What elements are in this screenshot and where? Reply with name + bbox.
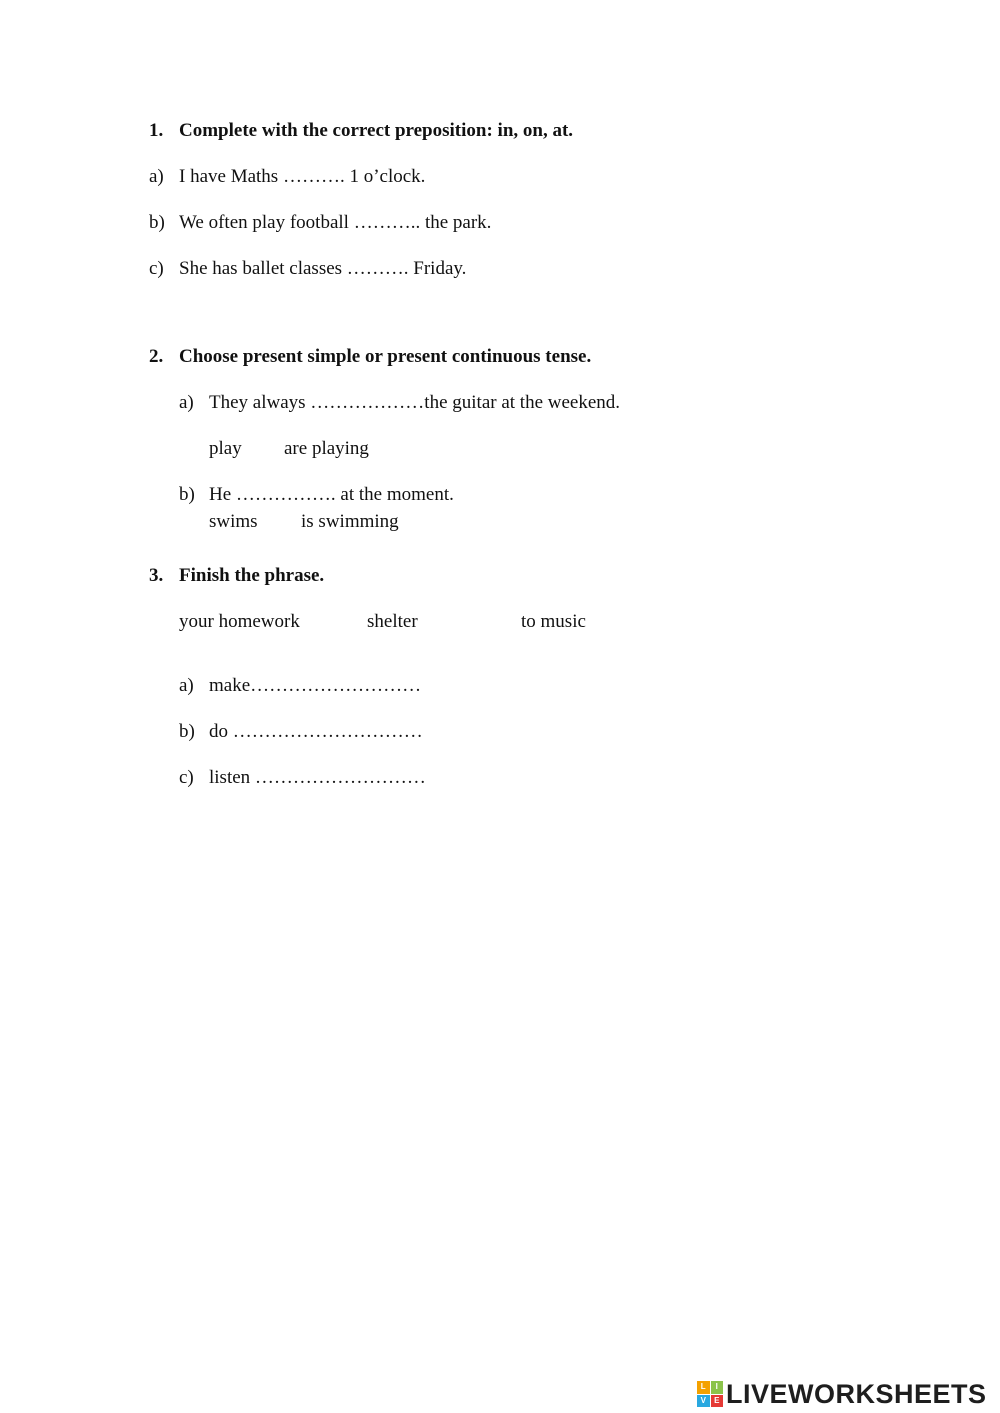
section2-item-b-text[interactable]: He ……………. at the moment.	[209, 484, 454, 505]
section2-item-a-letter: a)	[179, 392, 194, 413]
section3-item-b-text[interactable]: do …………………………	[209, 721, 423, 742]
section2-item-a-text[interactable]: They always ………………the guitar at the weekend.	[209, 392, 621, 413]
section1-item-b-letter: b)	[149, 212, 165, 233]
section3-item-c-text[interactable]: listen ………………………	[209, 767, 426, 788]
section1-item-a-text[interactable]: I have Maths ………. 1 o’clock.	[179, 166, 426, 187]
section3-item-a-letter: a)	[179, 675, 194, 696]
section1-number: 1.	[149, 120, 164, 141]
section2-item-a-option-2[interactable]: are playing	[284, 438, 369, 459]
logo-mark-tile-3: V	[697, 1395, 710, 1408]
liveworksheets-logo-text: LIVEWORKSHEETS	[726, 1378, 987, 1409]
section2-item-b-option-2[interactable]: is swimming	[301, 511, 399, 532]
word-bank-item-3[interactable]: to music	[521, 611, 586, 632]
word-bank-item-1[interactable]: your homework	[179, 611, 300, 632]
logo-mark-tile-4: E	[711, 1395, 724, 1408]
section3-item-c-letter: c)	[179, 767, 194, 788]
section1-item-a-letter: a)	[149, 166, 164, 187]
section1-title: Complete with the correct preposition: in, on, at.	[179, 120, 574, 141]
liveworksheets-logo	[697, 1378, 987, 1410]
section2-number: 2.	[149, 346, 164, 367]
section1-item-c-text[interactable]: She has ballet classes ………. Friday.	[179, 258, 467, 279]
section3-item-b-letter: b)	[179, 721, 195, 742]
section1-item-c-letter: c)	[149, 258, 164, 279]
section2-item-b-letter: b)	[179, 484, 195, 505]
section3-item-a-text[interactable]: make………………………	[209, 675, 422, 696]
section2-title: Choose present simple or present continuous tense.	[179, 346, 592, 367]
word-bank-item-2[interactable]: shelter	[367, 611, 418, 632]
logo-mark-tile-2: I	[711, 1381, 724, 1394]
section2-item-a-option-1[interactable]: play	[209, 438, 242, 459]
section3-number: 3.	[149, 565, 164, 586]
logo-mark-tile-1: L	[697, 1381, 710, 1394]
section1-item-b-text[interactable]: We often play football ……….. the park.	[179, 212, 492, 233]
liveworksheets-logo-icon	[697, 1381, 723, 1407]
section2-item-b-option-1[interactable]: swims	[209, 511, 258, 532]
section3-title: Finish the phrase.	[179, 565, 325, 586]
